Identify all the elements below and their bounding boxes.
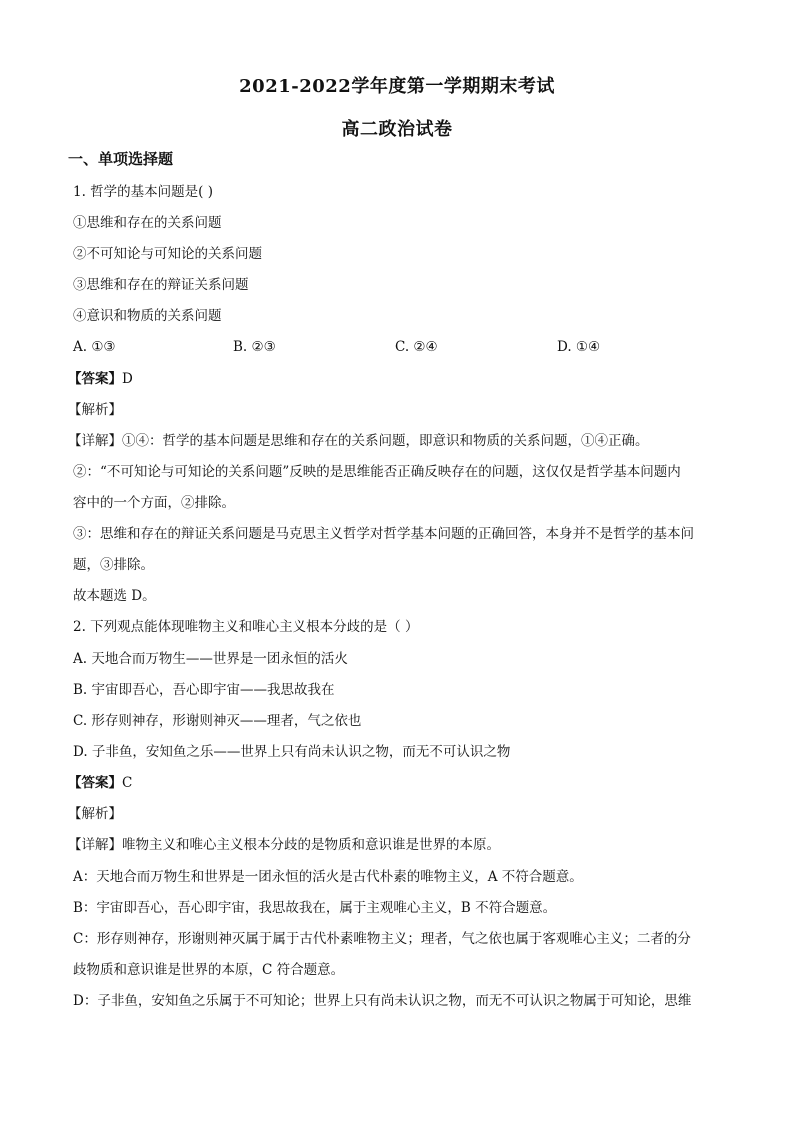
- q2-detail-line-6: D：子非鱼，安知鱼之乐属于不可知论；世界上只有尚未认识之物，而无不可认识之物属于可知论，思维: [73, 993, 692, 1009]
- q1-detail-line-5: 题，③排除。: [73, 557, 154, 573]
- q1-analysis-tag: 【解析】: [68, 402, 122, 418]
- q1-detail-line-6: 故本题选 D。: [73, 588, 156, 604]
- q1-detail-line-1: [68, 432, 728, 450]
- q1-detail-line-3: 容中的一个方面，②排除。: [73, 495, 235, 511]
- q2-detail-line-2: A：天地合而万物生和世界是一团永恒的活火是古代朴素的唯物主义，A 不符合题意。: [73, 869, 583, 885]
- exam-subtitle: 高二政治试卷: [341, 119, 453, 140]
- q1-answer-value: D: [122, 371, 133, 387]
- section-heading: 一、单项选择题: [68, 150, 174, 168]
- q2-detail-line-3: B：宇宙即吾心，吾心即宇宙，我思故我在，属于主观唯心主义，B 不符合题意。: [73, 900, 557, 916]
- q2-detail-tag: 【详解】: [68, 837, 122, 853]
- q1-option-a: A. ①③: [73, 339, 116, 355]
- q1-detail-text-1: ①④：哲学的基本问题是思维和存在的关系问题，即意识和物质的关系问题，①④正确。: [122, 433, 649, 449]
- q2-analysis-tag: 【解析】: [68, 806, 122, 822]
- q1-detail-line-2: ②：“不可知论与可知论的关系问题”反映的是思维能否正确反映存在的问题，这仅仅是哲学基本问题内: [73, 464, 681, 480]
- q1-detail-line-4: ③：思维和存在的辩证关系问题是马克思主义哲学对哲学基本问题的正确回答，本身并不是哲学的基本问: [73, 526, 694, 542]
- q1-item-4: ④意识和物质的关系问题: [73, 308, 222, 324]
- q1-item-1: ①思维和存在的关系问题: [73, 215, 222, 231]
- q1-detail-tag: 【详解】: [68, 433, 122, 449]
- q2-detail-line-1: [68, 836, 728, 854]
- q1-answer: [68, 370, 728, 388]
- q2-option-c: C. 形存则神存，形谢则神灭——理者，气之依也: [73, 713, 362, 729]
- q1-option-b: B. ②③: [233, 339, 276, 355]
- q1-answer-tag: 【答案】: [68, 371, 122, 387]
- q2-detail-text-1: 唯物主义和唯心主义根本分歧的是物质和意识谁是世界的本原。: [122, 837, 500, 853]
- exam-title: 2021-2022学年度第一学期期末考试: [239, 76, 555, 97]
- q2-option-b: B. 宇宙即吾心，吾心即宇宙——我思故我在: [73, 682, 335, 698]
- q1-options: [73, 339, 733, 357]
- q1-stem: 1. 哲学的基本问题是( ): [73, 184, 213, 200]
- q2-option-d: D. 子非鱼，安知鱼之乐——世界上只有尚未认识之物，而无不可认识之物: [73, 744, 511, 760]
- q2-answer: [68, 774, 728, 792]
- q1-option-c: C. ②④: [395, 339, 438, 355]
- q1-item-3: ③思维和存在的辩证关系问题: [73, 277, 249, 293]
- q1-option-d: D. ①④: [557, 339, 601, 355]
- q2-stem: 2. 下列观点能体现唯物主义和唯心主义根本分歧的是（ ）: [73, 619, 419, 635]
- q2-detail-line-4: C：形存则神存，形谢则神灭属于属于古代朴素唯物主义；理者，气之依也属于客观唯心主义；二者的分: [73, 931, 691, 947]
- q2-option-a: A. 天地合而万物生——世界是一团永恒的活火: [73, 651, 348, 667]
- q2-answer-value: C: [122, 775, 133, 791]
- q1-item-2: ②不可知论与可知论的关系问题: [73, 246, 262, 262]
- q2-answer-tag: 【答案】: [68, 775, 122, 791]
- q2-detail-line-5: 歧物质和意识谁是世界的本原，C 符合题意。: [73, 962, 345, 978]
